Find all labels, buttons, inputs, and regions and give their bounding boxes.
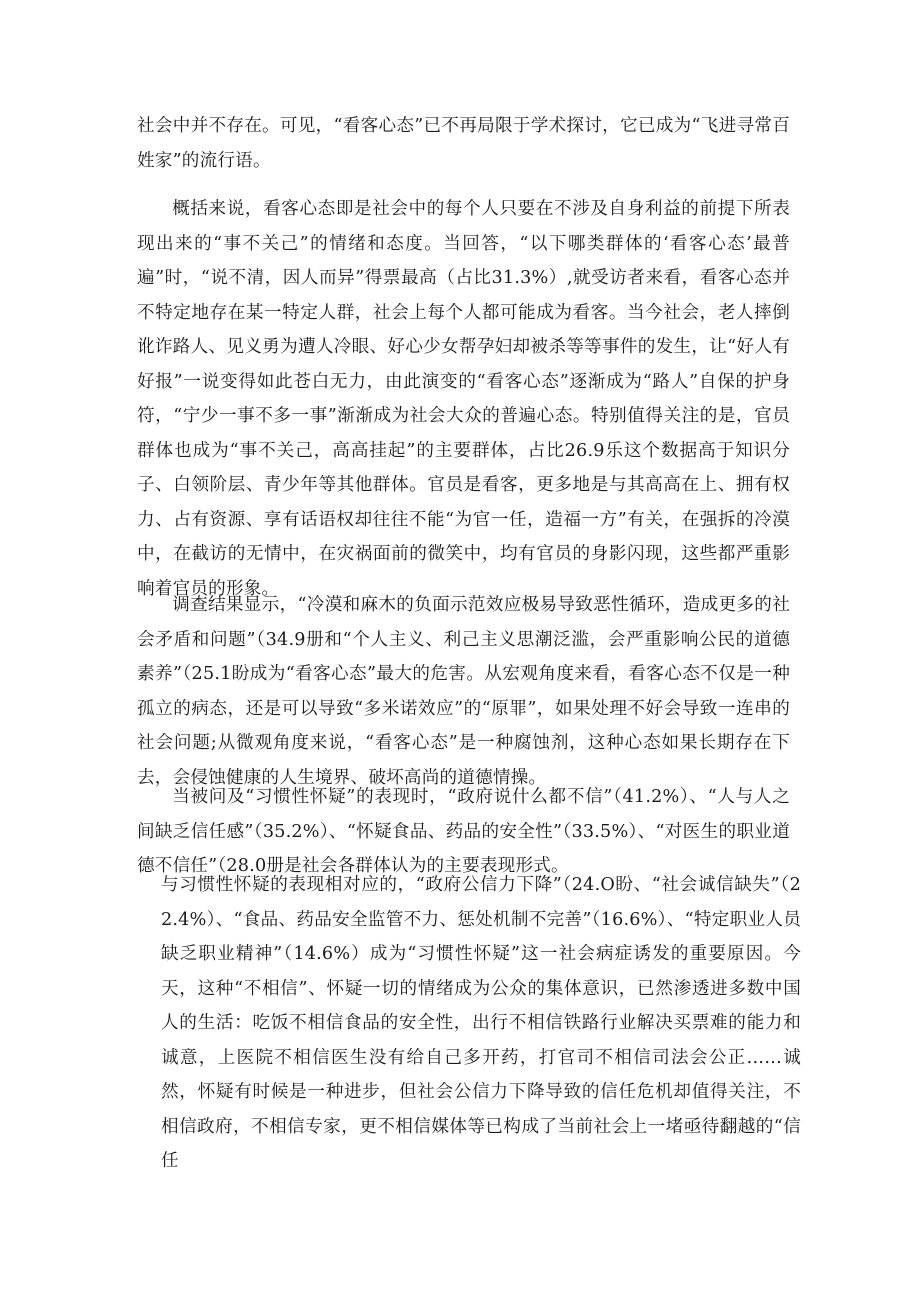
paragraph-5-block — [161, 868, 801, 1179]
paragraph-2-block — [137, 192, 790, 606]
paragraph-1-block — [137, 109, 790, 178]
paragraph-5: 与习惯性怀疑的表现相对应的，“政府公信力下降”（24.O盼、“社会诚信缺失”（22.4%）、“食品、药品安全监管不力、惩处机制不完善”（16.6%）、“特定职业人员缺乏职业精神”（14.6%）成为“习惯性怀疑”这一社会病症诱发的重要原因。今天，这种“不相信”、怀疑一切的情绪成为公众的集体意识，已然渗透进多数中国人的生活：吃饭不相信食品的安全性，出行不相信铁路行业解决买票难的能力和诚意，上医院不相信医生没有给自己多开药，打官司不相信司法会公正……诚然，怀疑有时候是一种进步，但社会公信力下降导致的信任危机却值得关注，不相信政府，不相信专家，更不相信媒体等已构成了当前社会上一堵亟待翻越的“信任 — [161, 875, 801, 1171]
paragraph-3-block — [137, 588, 790, 795]
paragraph-4: 当被问及“习惯性怀疑”的表现时，“政府说什么都不信”（41.2%）、“人与人之间缺乏信任感”（35.2%）、“怀疑食品、药品的安全性”（33.5%）、“对医生的职业道德不信任”（28.0册是社会各群体认为的主要表现形式。 — [137, 787, 790, 876]
paragraph-3: 调查结果显示，“冷漠和麻木的负面示范效应极易导致恶性循环，造成更多的社会矛盾和问题”（34.9册和“个人主义、利己主义思潮泛滥，会严重影响公民的道德素养”（25.1盼成为“看客心态”最大的危害。从宏观角度来看，看客心态不仅是一种孤立的病态，还是可以导致“多米诺效应”的“原罪”，如果处理不好会导致一连串的社会问题;从微观角度来说，“看客心态”是一种腐蚀剂，这种心态如果长期存在下去，会侵蚀健康的人生境界、破坏高尚的道德情操。 — [137, 595, 790, 788]
paragraph-1: 社会中并不存在。可见，“看客心态”已不再局限于学术探讨，它已成为“飞进寻常百姓家”的流行语。 — [137, 116, 790, 171]
paragraph-2: 概括来说，看客心态即是社会中的每个人只要在不涉及自身利益的前提下所表现出来的“事不关己”的情绪和态度。当回答，“以下哪类群体的‘看客心态’最普遍”时，“说不清，因人而异”得票最高（占比31.3%）,就受访者来看，看客心态并不特定地存在某一特定人群，社会上每个人都可能成为看客。当今社会，老人摔倒讹诈路人、见义勇为遭人冷眼、好心少女帮孕妇却被杀等等事件的发生，让“好人有好报”一说变得如此苍白无力，由此演变的“看客心态”逐渐成为“路人”自保的护身符，“宁少一事不多一事”渐渐成为社会大众的普遍心态。特别值得关注的是，官员群体也成为“事不关己，高高挂起”的主要群体，占比26.9乐这个数据高于知识分子、白领阶层、青少年等其他群体。官员是看客，更多地是与其高高在上、拥有权力、占有资源、享有话语权却往往不能“为官一任，造福一方”有关，在强拆的冷漠中，在截访的无情中，在灾祸面前的微笑中，均有官员的身影闪现，这些都严重影响着官员的形象。 — [137, 199, 790, 599]
